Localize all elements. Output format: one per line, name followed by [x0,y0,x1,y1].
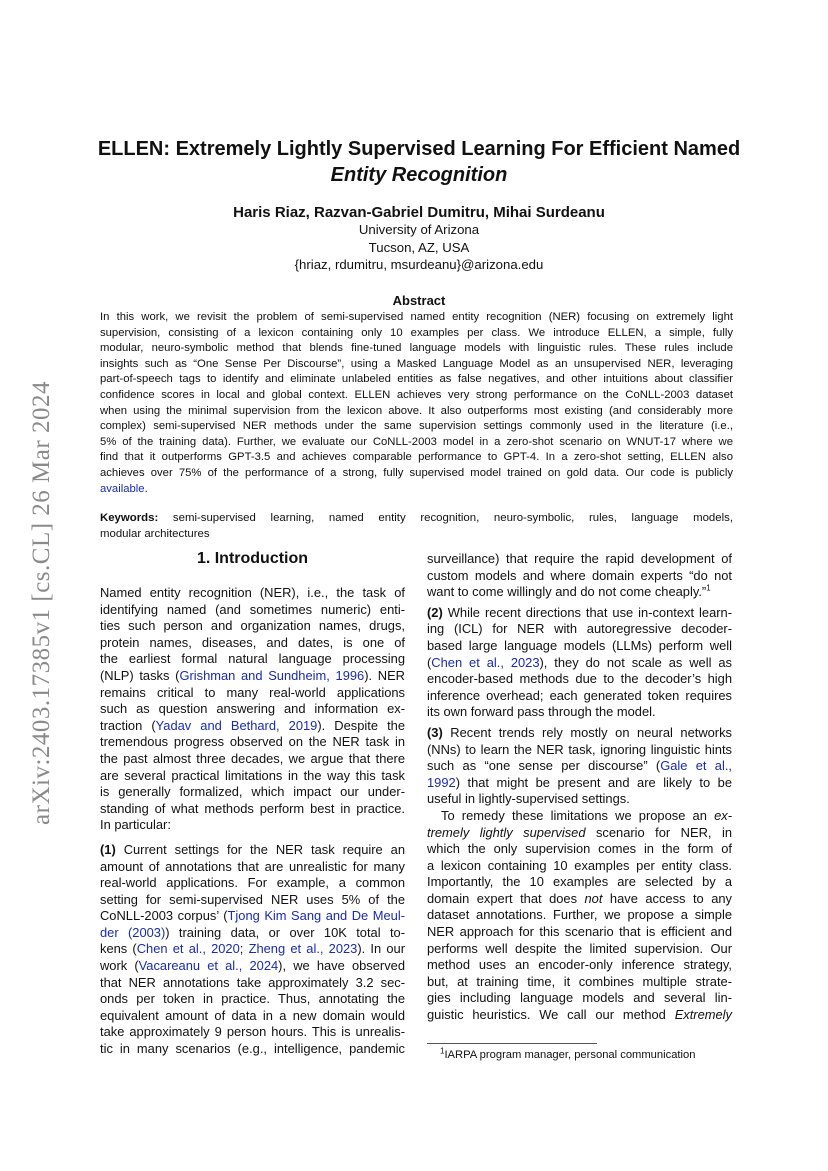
affiliation-university: University of Arizona [358,222,480,237]
text-line: is generally formalized, which impact our under- [100,784,405,800]
abstract-line: confidence scores in local and global context. ELLEN achieves very strong performance on the CoNLL-2003 dataset [100,388,733,401]
affiliation-emails: {hriaz, rdumitru, msurdeanu}@arizona.edu [294,257,544,272]
text-line: (NNs) to learn the NER task, ignoring linguistic hints [427,741,732,757]
text-line: CoNLL-2003 corpus’ (Tjong Kim Sang and De Meul- [100,908,405,924]
text-line: ing (ICL) for NER with autoregressive decoder- [427,621,732,637]
left-column [100,585,405,1058]
text-line: ties such person and organization names, drugs, [100,618,405,634]
abstract-line: insights such as “One Sense Per Discourse”, using a Masked Language Model as an unsupervised NER, leveraging [100,357,733,370]
text-line: tic in many scenarios (e.g., intelligence, pandemic [100,1041,405,1057]
section-heading-introduction: 1. Introduction [196,550,309,567]
text-line: based large language models (LLMs) perform well [427,637,732,653]
text-line: remains critical to many real-world applications [100,684,405,700]
text-line: amount of annotations that are unrealistic for many [100,858,405,874]
author-list: Haris Riaz, Razvan-Gabriel Dumitru, Mihai Surdeanu [233,204,605,221]
keywords-line-2: modular architectures [100,527,210,540]
text-line: such as question answering and information ex- [100,701,405,717]
text-line: protein names, diseases, and dates, is one of [100,634,405,650]
text-line: (NLP) tasks (Grishman and Sundheim, 1996). NER [100,667,405,683]
keywords [100,511,733,542]
footnote-marker[interactable]: 1 [706,583,711,593]
paragraph-gap [100,834,405,842]
text-line: Named entity recognition (NER), i.e., the task of [100,585,405,600]
citation-link[interactable]: 1992 [427,774,456,790]
abstract-line: part-of-speech tags to identify and eliminate unlabeled entities as false negatives, and other intuitions about classifier [100,373,733,386]
text-line: Importantly, the 10 examples are selected by a [427,874,732,890]
citation-link[interactable]: Yadav and Bethard, 2019 [155,717,318,733]
text-line: traction (Yadav and Bethard, 2019). Despite the [100,717,405,733]
text-line: gies including language models and several lin- [427,990,732,1006]
text-line: work (Vacareanu et al., 2024), we have observed [100,958,405,974]
text-line: take approximately 9 person hours. This is unrealis- [100,1024,405,1040]
text-line: kens (Chen et al., 2020; Zheng et al., 2023). In our [100,941,406,957]
footnote: $^1$IARPA program manager, personal communication [440,1046,696,1061]
code-available-link[interactable]: available [100,482,145,495]
abstract-line: modular, neuro-symbolic method that blends fine-tuned language models with linguistic rules. These rules include [100,342,733,355]
affiliation-location: Tucson, AZ, USA [368,239,470,255]
abstract-line: In this work, we revisit the problem of semi-supervised named entity recognition (NER) focusing on extremely light [100,311,733,323]
text-line: but, at training time, it combines multiple strate- [427,973,732,989]
abstract-line: find that it outperforms GPT-3.5 and achieves comparable performance to GPT-4. In a zero-shot setting, ELLEN also [100,451,733,464]
text-line: standing of what methods perform best in practice. [100,800,405,816]
text-line: der (2003)) training data, or over 10K total to- [100,924,405,940]
citation-link[interactable]: Vacareanu et al., 2024 [138,958,279,974]
citation-link[interactable]: Grishman and Sundheim, 1996 [179,667,365,683]
text-line: the past almost three decades, we argue that there [100,750,405,766]
citation-link[interactable]: der (2003) [100,924,166,940]
text-line: useful in lightly-supervised settings. [427,791,630,807]
text-line: dataset annotations. Further, we propose a simple [427,907,732,923]
abstract-heading: Abstract [392,293,446,308]
text-line: NER approach for this scenario that is efficient and [427,924,732,940]
text-line: equivalent amount of data in a new domain would [100,1007,405,1023]
text-line: custom models and where domain experts “do not [427,567,732,583]
text-line: domain expert that does not have access to any [427,890,732,906]
text-line: (2) While recent directions that use in-context learn- [427,604,732,620]
text-line: tremendous progress observed on the NER task in [100,734,405,750]
abstract-line: achieves over 75% of the performance of a strong, fully supervised model trained on gold data. Our code is publicly [100,466,733,479]
abstract-last-line: available. [100,482,148,495]
abstract-body [100,310,733,497]
text-line: real-world applications. For example, a common [100,875,405,891]
text-line: its own forward pass through the model. [427,704,656,720]
text-line: setting for semi-supervised NER uses 5% of the [100,891,405,907]
text-line: tremely lightly supervised scenario for NER, in [427,824,732,840]
text-line: (3) Recent trends rely mostly on neural networks [427,724,732,740]
footnote-number: 1 [440,1046,445,1056]
right-column [427,551,732,1024]
citation-link[interactable]: Gale et al., [660,758,732,774]
text-line: that NER annotations take approximately 3.2 sec- [100,974,405,990]
text-line: the earliest formal natural language processing [100,651,405,667]
text-line: surveillance) that require the rapid development of [427,551,732,566]
title-line-2: Entity Recognition [330,164,508,186]
abstract-line: when using the minimal supervision from the lexicon above. It also outperforms most existing (and considerably more [100,404,733,417]
text-line: (Chen et al., 2023), they do not scale as well as [427,654,732,670]
title-line-1: ELLEN: Extremely Lightly Supervised Learning For Efficient Named [97,138,741,160]
affiliation [96,221,742,274]
citation-link[interactable]: Zheng et al., 2023 [248,941,358,957]
text-line: (1) Current settings for the NER task require an [100,841,405,857]
text-line: To remedy these limitations we propose an ex- [441,807,732,823]
arxiv-identifier: arXiv:2403.17385v1 [cs.CL] 26 Mar 2024 [28,380,55,825]
citation-link[interactable]: Chen et al., 2020 [136,941,240,957]
citation-link[interactable]: Chen et al., 2023 [431,654,540,670]
text-line: 1992) that might be present and are likely to be [427,774,732,790]
text-line: want to come willingly and do not come cheaply.”$^1$ [427,583,711,600]
keywords-label: Keywords: [100,512,159,524]
paper-title [96,136,742,188]
keywords-line-1: Keywords: semi-supervised learning, named entity recognition, neuro-symbolic, rules, language models, [100,512,733,524]
abstract-line: complex) semi-supervised NER methods under the same supervision settings commonly used in the literature (i.e., [100,420,733,433]
text-line: encoder-based methods due to the decoder’s high [427,671,732,687]
text-line: In particular: [100,817,171,833]
citation-link[interactable]: Tjong Kim Sang and De Meul- [227,908,405,924]
text-line: inference overhead; each generated token requires [427,687,732,703]
text-line: onds per token in practice. Thus, annotating the [100,991,405,1007]
abstract-line: supervision, consisting of a lexicon containing only 10 examples per class. We introduce ELLEN, a simple, fully [100,326,733,339]
abstract-line: 5% of the training data). Further, we evaluate our CoNLL-2003 model in a zero-shot scenario on WNUT-17 where we [100,435,733,448]
text-line: identifying named (and sometimes numeric) enti- [100,601,405,617]
text-line: guistic heuristics. We call our method Extremely [427,1007,732,1023]
text-line: method uses an encoder-only inference strategy, [427,957,732,973]
text-line: performs well despite the limited supervision. Our [427,940,732,956]
text-line: a lexicon containing 10 examples per entity class. [427,857,732,873]
text-line: which the only supervision comes in the form of [427,841,732,857]
text-line: such as “one sense per discourse” (Gale et al., [427,758,732,774]
text-line: are several practical limitations in the way this task [100,767,405,783]
footnote-divider [427,1043,597,1044]
